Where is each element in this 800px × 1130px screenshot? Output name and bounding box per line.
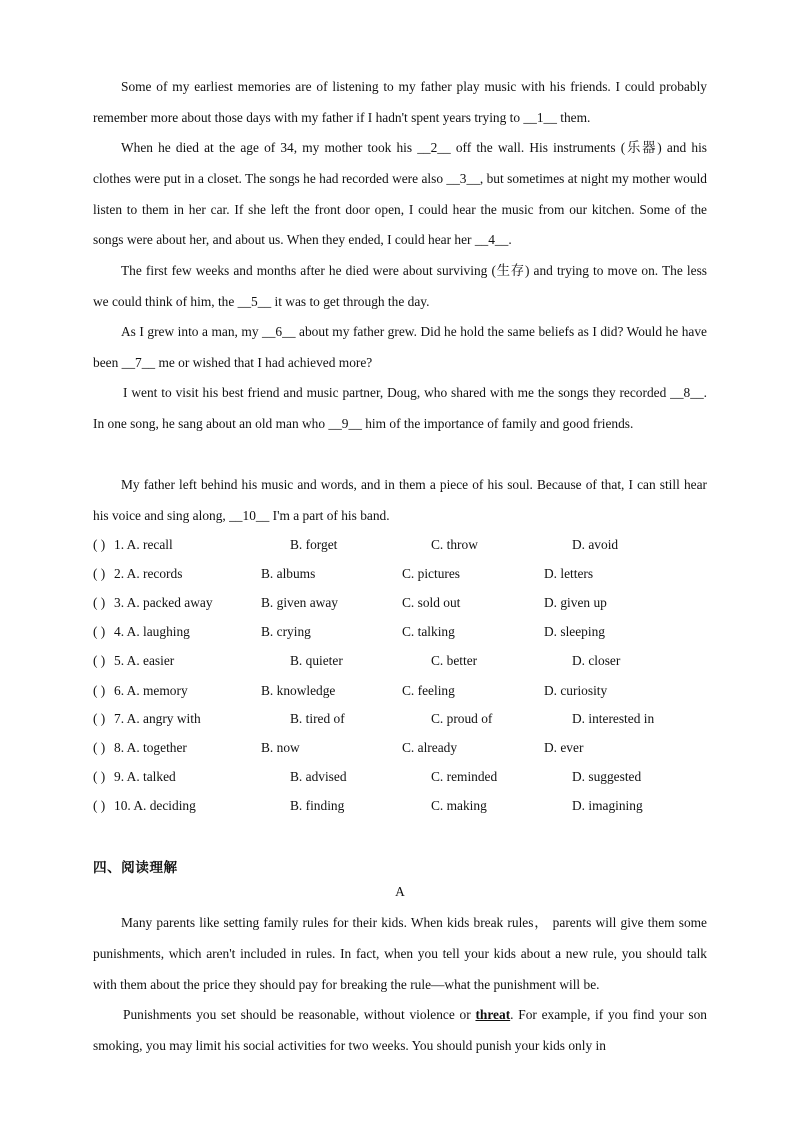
option-c: C. sold out xyxy=(402,595,461,610)
cloze-paragraph-5: I went to visit his best friend and music partner, Doug, who shared with me the songs they recorded __8__. In one song, he sang about an old man who __9__ him of the importance of family and good friends. xyxy=(93,385,707,431)
question-row-6 xyxy=(93,681,707,701)
section-title: 四、阅读理解 xyxy=(93,860,178,876)
option-a: 4. A. laughing xyxy=(114,624,190,639)
option-b: B. quieter xyxy=(290,653,343,668)
option-b: B. crying xyxy=(261,624,311,639)
option-b: B. tired of xyxy=(290,711,345,726)
option-c: C. making xyxy=(431,798,487,813)
option-c: C. already xyxy=(402,740,458,755)
reading-paragraph-2-after: . For example, if you find your son smoking, you may limit his social activities for two weeks. You should punish your kids only in xyxy=(93,1007,707,1053)
option-b: B. advised xyxy=(290,769,347,784)
cloze-paragraph-6: My father left behind his music and words, and in them a piece of his soul. Because of that, I can still hear his voice and sing along, __10__ I'm a part of his band. xyxy=(93,477,707,523)
option-b: B. knowledge xyxy=(261,683,336,698)
option-c: C. better xyxy=(431,653,478,668)
question-row-5 xyxy=(93,651,707,671)
cloze-paragraph-2: When he died at the age of 34, my mother took his __2__ off the wall. His instruments (乐器) and his clothes were put in a closet. The songs he had recorded were also __3__, but sometimes at night my mother would listen to them in her car. If she left the front door open, I could hear the music from our kitchen. Some of the songs were about her, and about us. When they ended, I could hear her __4__. xyxy=(93,140,707,248)
option-d: D. letters xyxy=(544,566,594,581)
question-row-2 xyxy=(93,564,707,584)
option-d: D. imagining xyxy=(572,798,643,813)
option-d: D. sleeping xyxy=(544,624,605,639)
option-d: D. suggested xyxy=(572,769,642,784)
question-row-7 xyxy=(93,709,707,729)
reading-paragraph-1: Many parents like setting family rules for their kids. When kids break rules， parents will give them some punishments, which aren't included in rules. In fact, when you tell your kids about a new rule, you should talk with them about the price they should pay for breaking the rule—what the punishment will be. xyxy=(93,915,707,992)
option-b: B. finding xyxy=(290,798,345,813)
option-d: D. ever xyxy=(544,740,584,755)
answer-blank[interactable]: ( ) xyxy=(93,566,106,581)
option-d: D. closer xyxy=(572,653,621,668)
option-a: 9. A. talked xyxy=(114,769,176,784)
keyword-threat: threat xyxy=(475,1007,511,1022)
option-c: C. pictures xyxy=(402,566,461,581)
option-a: 2. A. records xyxy=(114,566,183,581)
question-row-3 xyxy=(93,593,707,613)
passage-label: A xyxy=(395,884,405,899)
option-a: 5. A. easier xyxy=(114,653,175,668)
option-d: D. curiosity xyxy=(544,683,608,698)
option-a: 1. A. recall xyxy=(114,537,173,552)
option-d: D. given up xyxy=(544,595,607,610)
question-row-10 xyxy=(93,796,707,816)
cloze-paragraph-1: Some of my earliest memories are of listening to my father play music with his friends. I could probably remember more about those days with my father if I hadn't spent years trying to __1__ them. xyxy=(93,79,707,125)
option-c: C. reminded xyxy=(431,769,498,784)
option-a: 10. A. deciding xyxy=(114,798,196,813)
answer-blank[interactable]: ( ) xyxy=(93,740,106,755)
option-d: D. interested in xyxy=(572,711,655,726)
reading-paragraph-2-before: Punishments you set should be reasonable, without violence or xyxy=(123,1007,476,1022)
answer-blank[interactable]: ( ) xyxy=(93,595,106,610)
question-row-4 xyxy=(93,622,707,642)
question-row-9 xyxy=(93,767,707,787)
option-c: C. proud of xyxy=(431,711,493,726)
cloze-paragraph-3: The first few weeks and months after he died were about surviving (生存) and trying to move on. The less we could think of him, the __5__ it was to get through the day. xyxy=(93,263,707,309)
option-a: 7. A. angry with xyxy=(114,711,201,726)
answer-blank[interactable]: ( ) xyxy=(93,624,106,639)
option-c: C. feeling xyxy=(402,683,455,698)
question-row-1 xyxy=(93,535,707,555)
option-a: 8. A. together xyxy=(114,740,187,755)
answer-blank[interactable]: ( ) xyxy=(93,769,106,784)
answer-blank[interactable]: ( ) xyxy=(93,653,106,668)
reading-paragraph-2 xyxy=(93,1000,707,1062)
option-b: B. given away xyxy=(261,595,338,610)
question-row-8 xyxy=(93,738,707,758)
cloze-paragraph-4: As I grew into a man, my __6__ about my father grew. Did he hold the same beliefs as I did? Would he have been __7__ me or wished that I had achieved more? xyxy=(93,324,707,370)
option-a: 3. A. packed away xyxy=(114,595,213,610)
option-b: B. albums xyxy=(261,566,316,581)
option-b: B. forget xyxy=(290,537,338,552)
option-c: C. throw xyxy=(431,537,478,552)
option-a: 6. A. memory xyxy=(114,683,188,698)
answer-blank[interactable]: ( ) xyxy=(93,537,106,552)
answer-blank[interactable]: ( ) xyxy=(93,711,106,726)
answer-blank[interactable]: ( ) xyxy=(93,683,106,698)
option-b: B. now xyxy=(261,740,300,755)
option-c: C. talking xyxy=(402,624,455,639)
answer-blank[interactable]: ( ) xyxy=(93,798,106,813)
option-d: D. avoid xyxy=(572,537,619,552)
